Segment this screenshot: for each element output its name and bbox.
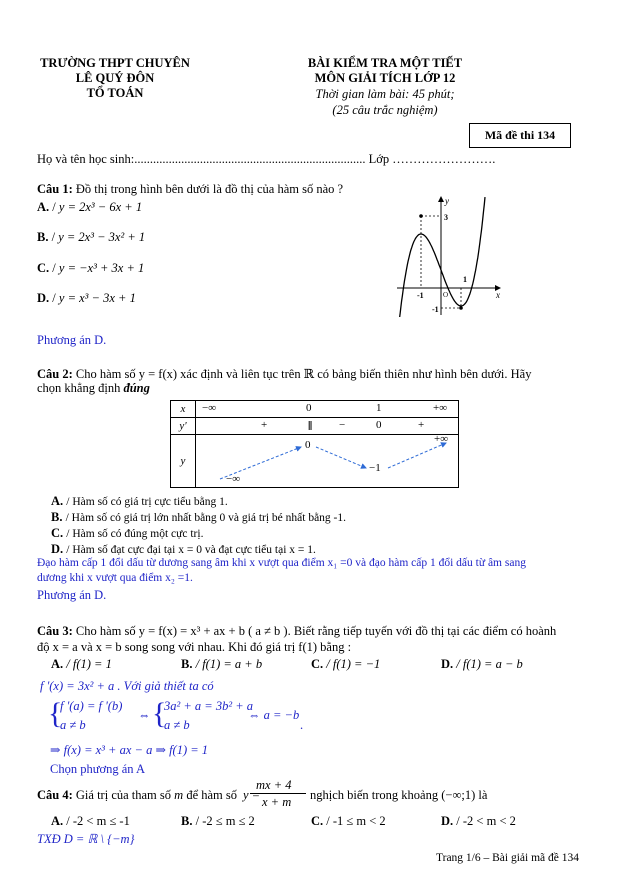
q4-domain: TXĐ D = ℝ \ {−m} — [37, 832, 135, 846]
q1-option-c-letter: C. — [37, 261, 50, 275]
q1-option-d-letter: D. — [37, 291, 50, 305]
q3-option-d-expr: / f(1) = a − b — [456, 657, 523, 671]
q2-explanation-1: Đạo hàm cấp 1 đổi dấu từ dương sang âm khi x vượt qua điểm x₁ =0 và đạo hàm cấp 1 đổi dấu từ âm sang — [37, 557, 526, 569]
q2-y-neg-inf: −∞ — [226, 473, 241, 485]
q3-label: Câu 3: — [37, 624, 73, 638]
q2-x-1: 1 — [376, 402, 382, 414]
q3-option-b[interactable] — [181, 657, 262, 672]
q3-system-1-line-2: a ≠ b — [60, 718, 86, 732]
q3-option-d[interactable] — [441, 657, 523, 672]
q2-text2: chọn khẳng định — [37, 381, 121, 395]
q2-option-b-text: / Hàm số có giá trị lớn nhất bằng 0 và giá trị bé nhất bằng -1. — [65, 512, 347, 524]
q2-y-pos-inf: +∞ — [434, 433, 449, 445]
q2-yp-plus-1: + — [261, 419, 268, 431]
exam-subject: MÔN GIẢI TÍCH LỚP 12 — [314, 71, 456, 85]
q3-text-2: độ x = a và x = b song song với nhau. Khi đó giá trị f(1) bằng : — [37, 640, 352, 654]
q3-option-a[interactable] — [51, 657, 112, 672]
q2-answer: Phương án D. — [37, 588, 107, 602]
q3-prompt — [37, 624, 556, 639]
q3-system-1-line-1: f '(a) = f '(b) — [60, 699, 123, 713]
q4-text-mid: để hàm số — [186, 788, 237, 802]
q2-option-a-letter: A. — [51, 494, 64, 508]
q3-option-b-expr: / f(1) = a + b — [195, 657, 263, 671]
q3-system-2-line-1: 3a² + a = 3b² + a — [164, 699, 254, 713]
page-footer: Trang 1/6 – Bài giải mã đề 134 — [436, 852, 579, 864]
q3-option-c[interactable] — [311, 657, 380, 672]
q4-option-a-letter: A. — [51, 814, 64, 828]
q2-table-yp-row — [196, 418, 459, 435]
q2-variation-table — [170, 400, 459, 488]
q2-yp-undefined: ‖ — [308, 418, 313, 433]
q1-option-d[interactable] — [37, 291, 136, 306]
q3-system-2-line-2: a ≠ b — [164, 718, 190, 732]
q4-fraction-numerator: mx + 4 — [256, 778, 292, 792]
q3-option-a-letter: A. — [51, 657, 64, 671]
school-line-2: LÊ QUÝ ĐÔN — [75, 71, 155, 85]
q2-table-x-label: x — [171, 401, 196, 418]
q3-option-c-letter: C. — [311, 657, 324, 671]
q1-y-axis-label: y — [445, 196, 449, 206]
q2-prompt — [37, 366, 531, 382]
q1-option-c-expr: y = −x³ + 3x + 1 — [58, 261, 145, 275]
q1-label-neg1-x: -1 — [417, 291, 424, 300]
q4-option-d-letter: D. — [441, 814, 454, 828]
q1-option-c-slash: / — [52, 261, 56, 275]
student-info-line: Họ và tên học sinh:.......................................................................... Lớp ……………………. — [37, 152, 496, 166]
q2-option-c-letter: C. — [51, 526, 64, 540]
q1-answer: Phương án D. — [37, 333, 107, 347]
exam-title: BÀI KIỂM TRA MỘT TIẾT — [307, 56, 463, 70]
exam-question-count: (25 câu trắc nghiệm) — [332, 103, 438, 117]
q1-label: Câu 1: — [37, 182, 73, 196]
q2-yp-minus: − — [339, 419, 346, 431]
q3-answer: Chọn phương án A — [50, 762, 145, 776]
q2-option-b[interactable] — [51, 510, 346, 525]
q3-option-a-expr: / f(1) = 1 — [66, 657, 112, 671]
q2-x-neg-inf: −∞ — [202, 402, 217, 414]
q2-explanation-2: dương khi x vượt qua điểm x₂ =1. — [37, 572, 193, 584]
q4-option-b-text: / -2 ≤ m ≤ 2 — [195, 814, 255, 828]
q1-option-b[interactable] — [37, 230, 145, 245]
q1-option-a[interactable] — [37, 200, 142, 215]
q4-option-b-letter: B. — [181, 814, 193, 828]
q1-label-neg1-y: -1 — [432, 305, 439, 314]
q4-option-c[interactable] — [311, 814, 386, 829]
q2-label: Câu 2: — [37, 367, 73, 381]
q1-option-c[interactable] — [37, 261, 144, 276]
q4-text-m: m — [174, 788, 184, 802]
q1-function-graph — [395, 193, 507, 317]
q1-option-b-letter: B. — [37, 230, 49, 244]
q3-solution-derivative: f '(x) = 3x² + a . Với giả thiết ta có — [40, 679, 214, 693]
q1-label-3: 3 — [444, 213, 448, 222]
q2-option-d-text: / Hàm số đạt cực đại tại x = 0 và đạt cực tiểu tại x = 1. — [66, 544, 316, 556]
q2-yp-zero: 0 — [376, 419, 382, 431]
q4-option-a[interactable] — [51, 814, 130, 829]
q2-prompt-line-2 — [37, 381, 150, 396]
q2-option-c[interactable] — [51, 526, 203, 541]
q4-option-b[interactable] — [181, 814, 255, 829]
q4-option-d[interactable] — [441, 814, 516, 829]
q2-option-a-text: / Hàm số có giá trị cực tiểu bằng 1. — [66, 496, 228, 508]
q1-option-a-expr: y = 2x³ − 6x + 1 — [58, 200, 143, 214]
q2-yp-plus-2: + — [418, 419, 425, 431]
q2-y-0: 0 — [305, 439, 311, 451]
q2-option-d-letter: D. — [51, 542, 64, 556]
q2-option-b-letter: B. — [51, 510, 63, 524]
q3-solution-result: ⇔ a = −b — [248, 708, 300, 722]
q2-option-c-text: / Hàm số có đúng một cực trị. — [66, 528, 204, 540]
q2-option-d[interactable] — [51, 542, 316, 557]
q2-emphasis: đúng — [123, 381, 150, 395]
q1-option-b-expr: y = 2x³ − 3x² + 1 — [58, 230, 146, 244]
q2-x-0: 0 — [306, 402, 312, 414]
q2-table-x-row — [196, 401, 459, 418]
q2-table-yp-label: y' — [171, 418, 196, 435]
q2-table-y-row — [196, 435, 459, 488]
q1-option-b-slash: / — [51, 230, 56, 244]
school-line-3: TỔ TOÁN — [86, 86, 144, 100]
q1-option-d-expr: y = x³ − 3x + 1 — [58, 291, 136, 305]
exam-time: Thời gian làm bài: 45 phút; — [315, 87, 455, 101]
q3-text-1: Cho hàm số y = f(x) = x³ + ax + b ( a ≠ b ). Biết rằng tiếp tuyến với đồ thị tại các điểm có hoành — [75, 624, 557, 638]
q2-text: Cho hàm số y = f(x) xác định và liên tục trên ℝ có bảng biến thiên như hình bên dưới. Hãy — [75, 367, 532, 381]
q3-option-d-letter: D. — [441, 657, 454, 671]
q1-prompt — [37, 182, 343, 197]
q2-y-neg1: −1 — [369, 462, 381, 474]
q4-option-a-text: / -2 < m ≤ -1 — [66, 814, 130, 828]
q1-label-1: 1 — [463, 275, 467, 284]
q4-text-post: nghịch biến trong khoảng (−∞;1) là — [310, 788, 488, 802]
q1-option-a-letter: A. — [37, 200, 50, 214]
q3-equivalence-arrow: ⇔ — [138, 708, 151, 722]
q1-text: Đồ thị trong hình bên dưới là đồ thị của hàm số nào ? — [75, 182, 344, 196]
q4-option-c-text: / -1 ≤ m < 2 — [326, 814, 386, 828]
q2-table-y-label: y — [171, 435, 196, 488]
q2-option-a[interactable] — [51, 494, 228, 509]
q3-solution-conclusion: ⇒ f(x) = x³ + ax − a ⇒ f(1) = 1 — [50, 743, 209, 757]
q1-origin-label: O — [443, 291, 449, 299]
q4-text-pre: Giá trị của tham số — [75, 788, 172, 802]
q3-option-b-letter: B. — [181, 657, 193, 671]
q2-x-pos-inf: +∞ — [433, 402, 448, 414]
q1-x-axis-label: x — [496, 290, 500, 300]
q4-prompt — [37, 788, 237, 803]
q4-fraction-denominator: x + m — [262, 795, 292, 809]
q4-label: Câu 4: — [37, 788, 73, 802]
q1-option-a-slash: / — [52, 200, 56, 214]
q4-option-d-text: / -2 < m < 2 — [456, 814, 516, 828]
school-line-1: TRƯỜNG THPT CHUYÊN — [40, 56, 190, 70]
q4-option-c-letter: C. — [311, 814, 324, 828]
q1-option-d-slash: / — [52, 291, 56, 305]
q3-period: . — [300, 718, 304, 732]
q3-option-c-expr: / f(1) = −1 — [326, 657, 381, 671]
q1-curve — [399, 197, 485, 317]
exam-code-box: Mã đề thi 134 — [469, 123, 571, 148]
